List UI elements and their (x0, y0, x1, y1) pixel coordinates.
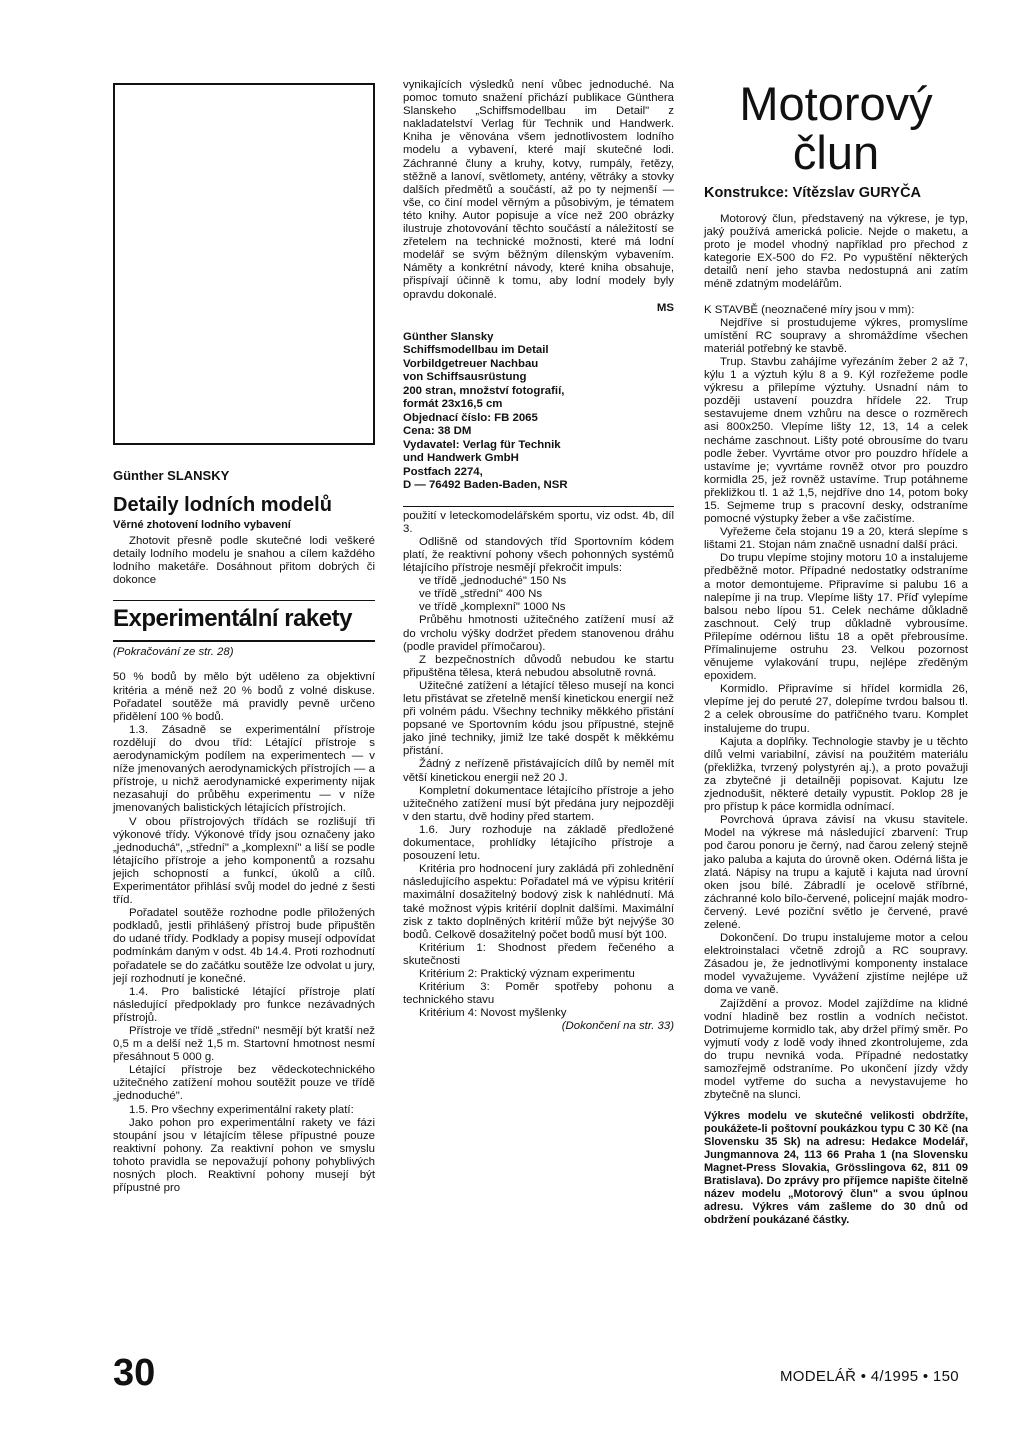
paragraph: V obou přístrojových třídách se rozlišují tři výkonové třídy. Výkonové třídy jsou označeny jako „jednoduchá", „střední" a „komplexní" a liší se podle létajícího přístroje a jeho komponentů a rozsahu jejich schopností a funkcí, úkolů a cílů. Experimentátor přihlásí svůj model do jedné z šesti tříd. (113, 815, 375, 907)
paragraph: Nejdříve si prostudujeme výkres, promyslíme umístění RC soupravy a shromáždíme všechen materiál potřebný ke stavbě. (704, 316, 968, 355)
divider (113, 640, 375, 642)
paragraph: 50 % bodů by mělo být uděleno za objektivní kritéria a méně než 20 % bodů z volné diskuse. Pořadatel soutěže má pravidly pevně určeno přidělení 100 % bodů. (113, 671, 375, 723)
paragraph: Z bezpečnostních důvodů nebudou ke startu připuštěna tělesa, která nebudou absolutně rovná. (403, 653, 674, 679)
book-title: Detaily lodních modelů (113, 494, 332, 516)
biblio-line: Cena: 38 DM (403, 425, 472, 438)
paragraph: Odlišně od standových tříd Sportovním kódem platí, že reaktivní pohony všech pohonných systémů létajícího přístroje nesmějí překročit impuls: (403, 535, 674, 575)
biblio-line: 200 stran, množství fotografií, (403, 384, 565, 397)
paragraph: 1.4. Pro balistické létající přístroje platí následující předpoklady pro funkce nezávadných přístrojů. (113, 985, 375, 1024)
biblio-line: Schiffsmodellbau im Detail (403, 344, 549, 357)
biblio-line: Günther Slansky (403, 330, 494, 343)
paragraph: 1.6. Jury rozhoduje na základě předložené dokumentace, prohlídky létajícího přístroje a posouzení letu. (403, 823, 674, 863)
left-column (113, 83, 375, 1195)
paragraph: Žádný z neřízeně přistávajících dílů by neměl mít větší kinetickou energii než 20 J. (403, 758, 674, 784)
continued-note: (Dokončení na str. 33) (561, 1020, 674, 1033)
biblio-line: Vydavatel: Verlag für Technik (403, 438, 561, 451)
paragraph: ve třídě „jednoduché" 150 Ns (419, 575, 567, 588)
paragraph: Trup. Stavbu zahájíme vyřezáním žeber 2 až 7, kýlu 1 a výztuh kýlu 8 a 9. Kýl rozřežeme podle výkresu a přilepíme výztuhy. Usnadní nám to později ustavení pouzdra hřídele 22. Trup sestavujeme dnem vzhůru na desce o rozměrech asi 800x250. Vlepíme lišty 12, 13, 14 a celek necháme zaschnout. Lišty poté obrousíme do tvaru podle žeber. Vyvrtáme otvor pro pouzdro hřídele a ustavíme je; vyvrtáme rovněž otvor pro pouzdro kormidla 25, jež rovněž ustavíme. Trup potáhneme překližkou tl. 1 až 1,5, nejdříve dno 14, potom boky 15. Sejmeme trup s pracovní desky, odstraníme pomocné výstupky žeber a vše začistíme. (704, 355, 968, 526)
paragraph: Kritérium 2: Praktický význam experimentu (419, 967, 635, 980)
paragraph: Do trupu vlepíme stojiny motoru 10 a instalujeme předběžně motor. Případné nedostatky odstraníme a motor demontujeme. Připravíme si palubu 16 a nalepíme ji na trup. Vlepíme lišty 17. Příď vylepíme balsou nebo lípou 51. Celek necháme důkladně zaschnout. Celý trup důkladně vybrousíme. Přilepíme odérnou lištu 18 a opět přebrousíme. Přímalinujeme ostruhu 23. Velkou pozornost věnujeme vylakování trupu, nejlépe zředěným epoxidem. (704, 552, 968, 683)
biblio-line: von Schiffsausrüstung (403, 371, 527, 384)
paragraph: použití v leteckomodelářském sportu, viz odst. 4b, díl 3. (403, 509, 674, 535)
paragraph: Přístroje ve třídě „střední" nesmějí být kratší než 0,5 m a delší než 1,5 m. Startovní hmotnost nesmí přesáhnout 5 000 g. (113, 1025, 375, 1064)
divider (113, 600, 375, 601)
bibliographic-info (403, 331, 674, 493)
middle-column (403, 79, 674, 1033)
article-title-line2: člun (792, 126, 880, 179)
paragraph: Jako pohon pro experimentální rakety ve fázi stoupání jsou v létajícím tělese přípustné pouze reaktivní pohony. Za reaktivní pohon ve smyslu tohoto pravidla se nepovažují pohony pohyblivých nosných ploch. Reaktivní pohony musejí být přípustné pro (113, 1116, 375, 1195)
book-author: Günther SLANSKY (113, 468, 230, 483)
paragraph: Motorový člun, představený na výkrese, je typ, jaký používá americká policie. Nejde o maketu, a proto je model vhodný například pro přechod z kategorie EX-500 do F2. Po vypuštění některých detailů není jeho stavba nedostupná ani zatím méně zdatným modelářům. (704, 213, 968, 291)
article-title-line1: Motorový (739, 77, 933, 130)
paragraph: Dokončení. Do trupu instalujeme motor a celou elektroinstalaci včetně zdrojů a RC soupravy. Zásadou je, že jednotlivými komponenty instalace model vyvažujeme. Vyvážení zjistíme nejlépe už doma ve vaně. (704, 932, 968, 997)
paragraph: Zajíždění a provoz. Model zajíždíme na klidné vodní hladině bez rostlin a vodních nečistot. Dotrimujeme kormidlo tak, aby držel přímý směr. Po vyjmutí vody z lodě vody ihned zkontrolujeme, zda do trupu nevniká voda. Případné nedostatky samozřejmě odstraníme. Po ukončení jízdy vždy model vytřeme do sucha a nevystavujeme ho zbytečně na slunci. (704, 997, 968, 1102)
paragraph: Pořadatel soutěže rozhodne podle přiložených podkladů, jestli přihlášený přístroj bude připuštěn do udané třídy. Podklady a popisy musejí odpovídat podmínkám daným v odst. 4b 14.4. Proti rozhodnutí pořadatele se do začátku soutěže lze odvolat u jury, její rozhodnutí je konečné. (113, 907, 375, 985)
book-intro: Zhotovit přesně podle skutečné lodi veškeré detaily lodního modelu je snahou a cílem každého lodního maketáře. Dosáhnout přitom dobrých či dokonce (113, 535, 375, 587)
paragraph: Kritéria pro hodnocení jury zakládá při zohlednění následujícího aspektu: Pořadatel má ve výpisu kritérií maximální dosažitelný bodový zisk k nahlédnutí. Má také možnost výpis kritérií doplnit dalšími. Maximální zisk z takto doplněných kritérií může být nejvýše 30 bodů. Celkově dosažitelný počet bodů musí být 100. (403, 863, 674, 941)
section-title: Experimentální rakety (113, 605, 352, 633)
paragraph: Kritérium 4: Novost myšlenky (419, 1007, 567, 1020)
biblio-line: formát 23x16,5 cm (403, 398, 503, 411)
ordering-note: Výkres modelu ve skutečné velikosti obdržíte, poukážete-li poštovní poukázkou typu C 30 Kč (na Slovensku 35 Sk) na adresu: Hedakce Modelář, Jungmannova 24, 113 66 Praha 1 (na Slovensku Magnet-Press Slovakia, Grösslingova 62, 811 09 Bratislava). Do zprávy pro příjemce napište čitelně název modelu „Motorový člun" a svou úplnou adresu. Výkres vám zašleme do 30 dnů od obdržení poukázané částky. (704, 1110, 968, 1227)
magazine-footer: MODELÁŘ • 4/1995 • 150 (780, 1368, 959, 1385)
paragraph: ve třídě „střední" 400 Ns (419, 588, 543, 601)
continued-note: (Pokračování ze str. 28) (113, 646, 234, 659)
construction-byline: Konstrukce: Vítězslav GURYČA (704, 185, 922, 201)
paragraph: 1.5. Pro všechny experimentální rakety platí: (129, 1103, 354, 1116)
paragraph: Užitečné zatížení a létající těleso musejí na konci letu přistávat se zřetelně menší kinetickou energií než při volném pádu. Všechny techniky měkkého přistání popsané ve Sportovním kódu jsou přípustné, stejně jako jiné techniky, jimiž lze také dospět k měkkému přistání. (403, 679, 674, 758)
paragraph: Létající přístroje bez vědeckotechnického užitečného zatížení mohou soutěžit pouze ve třídě „jednoduché". (113, 1064, 375, 1103)
biblio-line: Postfach 2274, (403, 465, 483, 478)
right-column (704, 79, 968, 1227)
biblio-line: Objednací číslo: FB 2065 (403, 411, 538, 424)
paragraph: Kritérium 1: Shodnost předem řečeného a skutečnosti (403, 941, 674, 967)
review-text: vynikajících výsledků není vůbec jednoduché. Na pomoc tomuto snažení přichází publikace Günthera Slanskeho „Schiffsmodellbau im Detail" z nakladatelství Verlag für Technik und Handwerk. Kniha je věnována všem jednotlivostem lodního modelu a vybavení, které mají skutečné lodi. Záchranné čluny a kruhy, kotvy, rumpály, řetězy, stěžně a lanoví, světlomety, antény, větráky a stovky dalších předmětů a součástí, až po ty nejmenší — vše, co činí model věrným a působivým, je tématem této knihy. Autor popisuje a více než 200 obrázky ilustruje zhotovování těchto součástí a náležitostí se zřetelem na technické možnosti, které má lodní modelář se svým běžným dílenským vybavením. Náměty a konkrétní návody, které kniha obsahuje, přispívají účinně k tomu, aby lodní modely byly opravdu dokonalé. (403, 79, 674, 301)
biblio-line: Vorbildgetreuer Nachbau (403, 357, 539, 370)
paragraph: Kompletní dokumentace létajícího přístroje a jeho užitečného zatížení musí být předána jury nejpozději v den startu, dvě hodiny před startem. (403, 784, 674, 823)
book-cover-photo (113, 83, 375, 445)
paragraph: Kajuta a doplňky. Technologie stavby je u těchto dílů velmi variabilní, závisí na použitém materiálu (překližka, tvrzený polystyrén aj.), a proto považuji za zbytečné ji detailněji popisovat. Kajutu lze zjednodušit, některé detaily vypustit. Poklop 28 je pro přístup k páce kormidla odnímací. (704, 735, 968, 814)
paragraph: Povrchová úprava závisí na vkusu stavitele. Model na výkrese má následující zbarvení: Trup pod čarou ponoru je černý, nad čarou zelený stejně jako paluba a kajuta do úrovně oken. Odérná lišta je zlatá. Nápisy na trupu a kajutě i kajuta nad úrovní oken jsou bílé. Zábradlí je ocelově stříbrné, záchranné kolo bílo-červené, policejní maják modro-červený. Levé poziční světlo je červené, pravé zelené. (704, 814, 969, 931)
paragraph: Průběhu hmotnosti užitečného zatížení musí až do vrcholu výšky dodržet předem stanovenou dráhu (podle pravidel přímočarou). (403, 614, 674, 653)
paragraph: ve třídě „komplexní" 1000 Ns (419, 601, 566, 614)
paragraph: 1.3. Zásadně se experimentální přístroje rozdělují do dvou tříd: Létající přístroje s aerodynamickým podílem na experimentech — v níže jmenovaných aerodynamických přístrojích — a přístroje, u nichž aerodynamické experimenty nijak nezasahují do průběhu experimentu — v níže jmenovaných balistických létajících přístrojích. (113, 723, 375, 815)
biblio-line: D — 76492 Baden-Baden, NSR (403, 479, 568, 492)
page-number: 30 (113, 1352, 156, 1394)
book-subtitle: Věrné zhotovení lodního vybavení (113, 519, 291, 531)
paragraph: Kritérium 3: Poměr spotřeby pohonu a technického stavu (403, 981, 674, 1007)
biblio-line: und Handwerk GmbH (403, 452, 519, 465)
review-signature: MS (656, 301, 674, 314)
paragraph: Kormidlo. Připravíme si hřídel kormidla 26, vlepíme jej do peruté 27, dolepíme tvrdou balsou tl. 2 a celek obrousíme do patřičného tvaru. Komplet instalujeme do trupu. (704, 683, 968, 735)
paragraph: Vyřežeme čela stojanu 19 a 20, která slepíme s lištami 21. Stojan nám značně usnadní další práci. (704, 526, 968, 552)
paragraph: K STAVBĚ (neoznačené míry jsou v mm): (704, 303, 915, 316)
divider (403, 506, 674, 507)
